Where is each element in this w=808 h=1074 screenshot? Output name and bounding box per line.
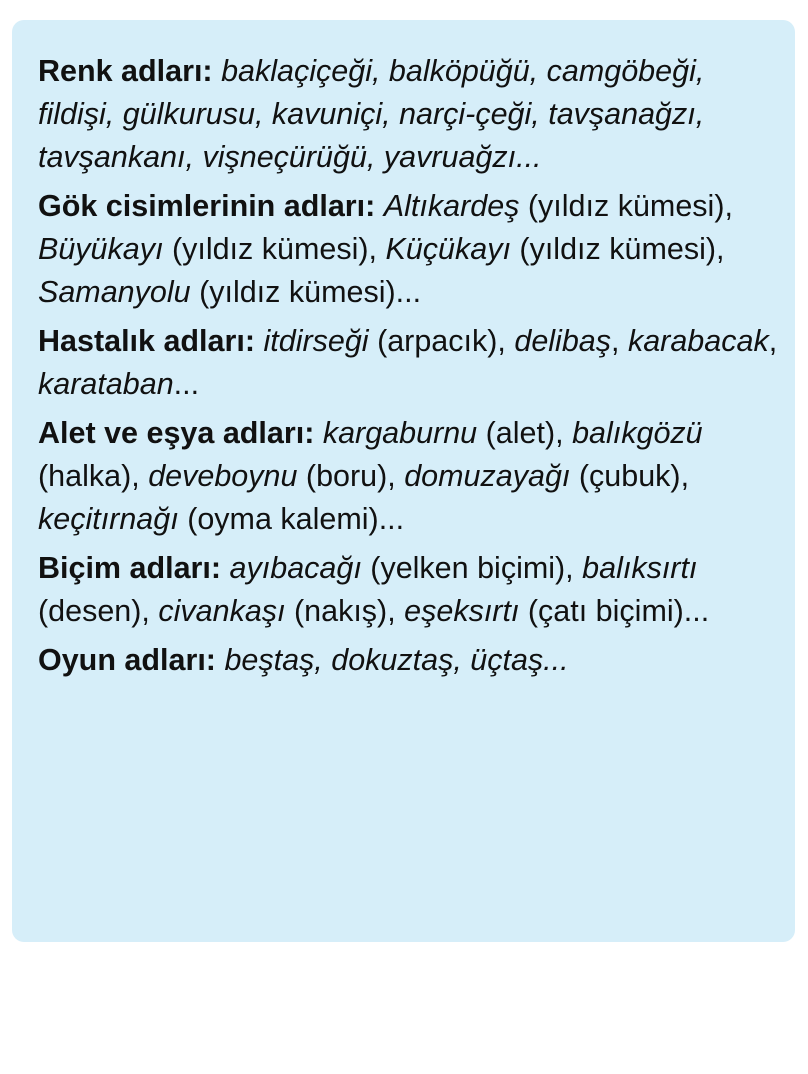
- entry-term: keçitırnağı: [38, 502, 179, 536]
- entry-gloss: (yıldız kümesi)...: [190, 275, 422, 309]
- entry-term: kargaburnu: [322, 416, 478, 450]
- entry-gloss: (halka),: [38, 459, 149, 493]
- entry-gloss: (yelken biçimi),: [361, 551, 583, 585]
- entry-gloss: (yıldız kümesi),: [510, 232, 725, 266]
- entry-text: baklaçiçeği, balköpüğü, camgöbeği, fildişi, gülkurusu, kavuniçi, narçi-çeği, tavşanağzı, tavşankanı, vişneçürüğü, yavruağzı...: [38, 54, 705, 174]
- entry-gloss: (yıldız kümesi),: [163, 232, 386, 266]
- entry-gloss: (boru),: [297, 459, 405, 493]
- entry-gloss: (yıldız kümesi),: [519, 189, 733, 223]
- entry-heading: Biçim adları:: [38, 551, 222, 585]
- entry-heading: Oyun adları:: [38, 643, 216, 677]
- entry-gloss: (arpacık),: [368, 324, 515, 358]
- info-box: [12, 20, 795, 942]
- entry-gloss: (çubuk),: [570, 459, 690, 493]
- entry-heading: Gök cisimlerinin adları:: [38, 189, 376, 223]
- entry-term: eşeksırtı: [404, 594, 520, 628]
- entry-term: Küçükayı: [385, 232, 511, 266]
- entry-gloss: (desen),: [38, 594, 159, 628]
- entry-separator: ,: [768, 324, 778, 358]
- entry-term: civankaşı: [158, 594, 286, 628]
- entry-gloss: (nakış),: [285, 594, 405, 628]
- entry-disease-names: [38, 320, 781, 406]
- entry-gloss: (alet),: [477, 416, 573, 450]
- entry-term: domuzayağı: [404, 459, 571, 493]
- entry-ellipsis: ...: [173, 367, 200, 401]
- entry-heading: Hastalık adları:: [38, 324, 255, 358]
- entry-term: ayıbacağı: [229, 551, 362, 585]
- entry-game-names: [38, 639, 781, 682]
- entry-term: balıksırtı: [582, 551, 698, 585]
- entry-shape-names: [38, 547, 781, 633]
- entry-tool-names: [38, 412, 781, 541]
- entry-term: Samanyolu: [38, 275, 191, 309]
- entry-color-names: [38, 50, 781, 179]
- entry-term: karabacak: [627, 324, 769, 358]
- entry-term: deveboynu: [148, 459, 298, 493]
- entry-gloss: (oyma kalemi)...: [178, 502, 405, 536]
- entry-term: Büyükayı: [38, 232, 164, 266]
- entry-term: balıkgözü: [572, 416, 703, 450]
- entry-term: Altıkardeş: [383, 189, 520, 223]
- entry-term: delibaş: [514, 324, 612, 358]
- entry-term: itdirseği: [263, 324, 369, 358]
- entry-separator: ,: [611, 324, 628, 358]
- entry-gloss: (çatı biçimi)...: [519, 594, 710, 628]
- entry-heading: Alet ve eşya adları:: [38, 416, 315, 450]
- entry-term: karataban: [38, 367, 174, 401]
- entry-heading: Renk adları:: [38, 54, 213, 88]
- entry-celestial-names: [38, 185, 781, 314]
- entry-text: beştaş, dokuztaş, üçtaş...: [224, 643, 569, 677]
